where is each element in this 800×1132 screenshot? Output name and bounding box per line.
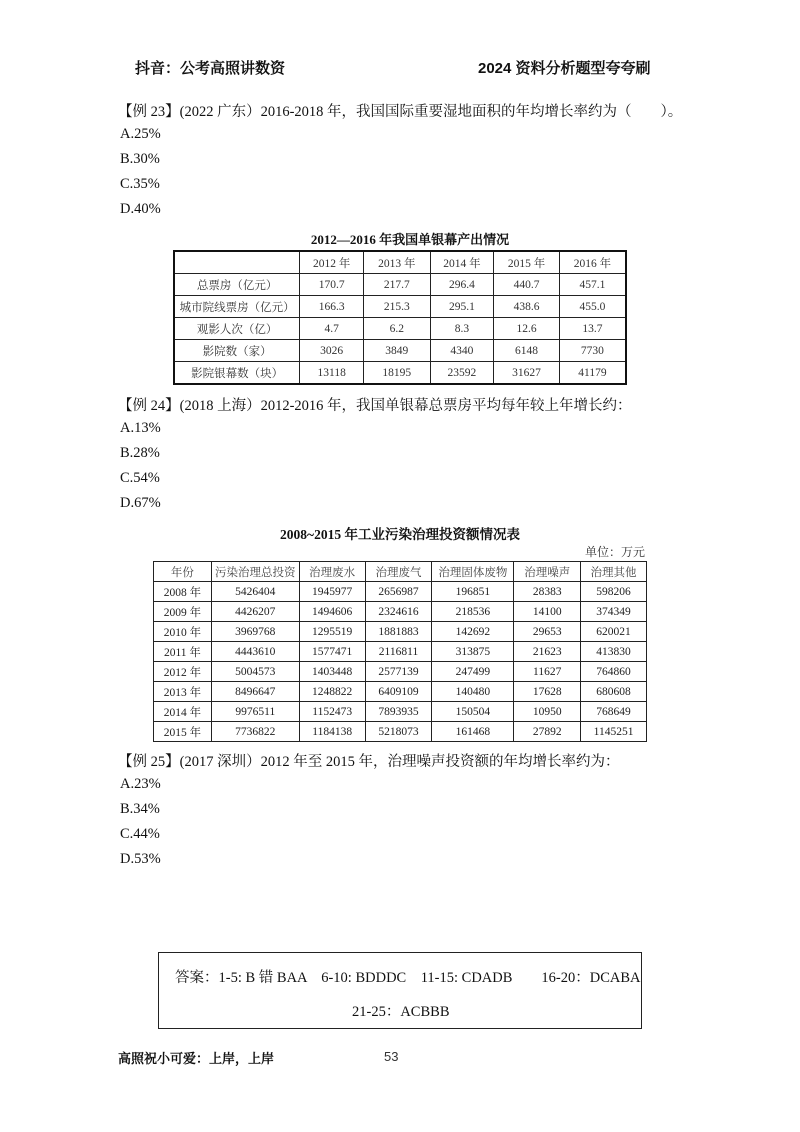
table-cell: 4.7 [300, 318, 364, 340]
table-cell: 196851 [432, 582, 514, 602]
table-cell: 28383 [514, 582, 581, 602]
table-cell: 9976511 [211, 702, 299, 722]
table-cell [174, 251, 300, 274]
table-cell: 4443610 [211, 642, 299, 662]
table-row [154, 602, 647, 622]
table-cell: 2014 年 [430, 251, 494, 274]
table-cell: 8.3 [430, 318, 494, 340]
table-cell: 2015 年 [494, 251, 560, 274]
table-row [154, 702, 647, 722]
table-cell: 7730 [559, 340, 626, 362]
table-cell: 治理噪声 [514, 562, 581, 582]
pollution-investment-table [153, 561, 647, 742]
table-cell: 3969768 [211, 622, 299, 642]
table-cell: 1881883 [365, 622, 432, 642]
table-cell: 457.1 [559, 274, 626, 296]
header-right: 2024 资料分析题型夸夸刷 [478, 60, 651, 77]
table-row [174, 296, 626, 318]
table-cell: 城市院线票房（亿元） [174, 296, 300, 318]
table-header-row [174, 251, 626, 274]
table-cell: 161468 [432, 722, 514, 742]
table-cell: 440.7 [494, 274, 560, 296]
table-cell: 2012 年 [154, 662, 212, 682]
table-cell: 768649 [581, 702, 647, 722]
table1-title: 2012—2016 年我国单银幕产出情况 [310, 232, 510, 247]
table-cell: 12.6 [494, 318, 560, 340]
table-cell: 18195 [364, 362, 431, 385]
table-row [154, 582, 647, 602]
table-cell: 7736822 [211, 722, 299, 742]
table-cell: 218536 [432, 602, 514, 622]
table-row [154, 682, 647, 702]
table-cell: 13118 [300, 362, 364, 385]
table-cell: 2016 年 [559, 251, 626, 274]
q25-option-d: D.53% [120, 851, 161, 867]
q25-option-b: B.34% [120, 801, 160, 817]
table-cell: 142692 [432, 622, 514, 642]
question-25: 【例 25】(2017 深圳）2012 年至 2015 年，治理噪声投资额的年均增长率约为： [118, 754, 620, 770]
table-cell: 6409109 [365, 682, 432, 702]
q24-option-a: A.13% [120, 420, 161, 436]
table-cell: 217.7 [364, 274, 431, 296]
table-cell: 1577471 [299, 642, 365, 662]
table-cell: 215.3 [364, 296, 431, 318]
page-number: 53 [384, 1049, 399, 1064]
table-cell: 总票房（亿元） [174, 274, 300, 296]
table-row [154, 722, 647, 742]
header-left: 抖音：公考高照讲数资 [135, 60, 286, 77]
table-row [174, 274, 626, 296]
q23-option-a: A.25% [120, 126, 161, 142]
table-cell: 2656987 [365, 582, 432, 602]
table-cell: 1295519 [299, 622, 365, 642]
table-cell: 140480 [432, 682, 514, 702]
table2-unit: 单位：万元 [585, 545, 646, 559]
table-cell: 6.2 [364, 318, 431, 340]
table-cell: 2010 年 [154, 622, 212, 642]
table-cell: 6148 [494, 340, 560, 362]
table-cell: 影院银幕数（块） [174, 362, 300, 385]
box-office-table [173, 250, 627, 385]
table-cell: 2324616 [365, 602, 432, 622]
table-cell: 1494606 [299, 602, 365, 622]
table-cell: 污染治理总投资 [211, 562, 299, 582]
table-cell: 4340 [430, 340, 494, 362]
table-row [174, 340, 626, 362]
footer-text: 高照祝小可爱：上岸，上岸 [118, 1051, 275, 1066]
q24-option-c: C.54% [120, 470, 160, 486]
table-row [154, 662, 647, 682]
table-cell: 8496647 [211, 682, 299, 702]
table-cell: 374349 [581, 602, 647, 622]
table-cell: 2009 年 [154, 602, 212, 622]
table-cell: 313875 [432, 642, 514, 662]
table-header-row [154, 562, 647, 582]
table-cell: 观影人次（亿） [174, 318, 300, 340]
table-cell: 620021 [581, 622, 647, 642]
q23-option-c: C.35% [120, 176, 160, 192]
table2-title: 2008~2015 年工业污染治理投资额情况表 [280, 527, 520, 542]
table-cell: 438.6 [494, 296, 560, 318]
table-cell: 3849 [364, 340, 431, 362]
table-cell: 166.3 [300, 296, 364, 318]
table-cell: 2013 年 [154, 682, 212, 702]
table-cell: 1403448 [299, 662, 365, 682]
table-cell: 2008 年 [154, 582, 212, 602]
table-cell: 7893935 [365, 702, 432, 722]
table-cell: 11627 [514, 662, 581, 682]
table-row [174, 362, 626, 385]
question-23: 【例 23】(2022 广东）2016-2018 年，我国国际重要湿地面积的年均增长率约为（ ）。 [118, 104, 683, 120]
table-cell: 2012 年 [300, 251, 364, 274]
table-cell: 247499 [432, 662, 514, 682]
table-cell: 2577139 [365, 662, 432, 682]
table-cell: 14100 [514, 602, 581, 622]
q24-option-d: D.67% [120, 495, 161, 511]
table-cell: 1184138 [299, 722, 365, 742]
table-cell: 17628 [514, 682, 581, 702]
table-cell: 治理固体废物 [432, 562, 514, 582]
table-cell: 413830 [581, 642, 647, 662]
table-cell: 296.4 [430, 274, 494, 296]
table-cell: 2011 年 [154, 642, 212, 662]
table-row [154, 642, 647, 662]
table-cell: 治理废水 [299, 562, 365, 582]
table-cell: 170.7 [300, 274, 364, 296]
table-cell: 1145251 [581, 722, 647, 742]
table-cell: 295.1 [430, 296, 494, 318]
q23-option-b: B.30% [120, 151, 160, 167]
table-cell: 2014 年 [154, 702, 212, 722]
table-cell: 150504 [432, 702, 514, 722]
table-cell: 影院数（家） [174, 340, 300, 362]
table-cell: 598206 [581, 582, 647, 602]
table-cell: 31627 [494, 362, 560, 385]
table-cell: 1152473 [299, 702, 365, 722]
table-cell: 5218073 [365, 722, 432, 742]
table-cell: 3026 [300, 340, 364, 362]
answer-line-2: 21-25：ACBBB [352, 1004, 450, 1020]
table-cell: 455.0 [559, 296, 626, 318]
table-cell: 治理废气 [365, 562, 432, 582]
table-cell: 21623 [514, 642, 581, 662]
q23-option-d: D.40% [120, 201, 161, 217]
table-cell: 治理其他 [581, 562, 647, 582]
table-cell: 764860 [581, 662, 647, 682]
answer-line-1: 答案：1-5: B 错 BAA 6-10: BDDDC 11-15: CDADB 16-20：DCABA [175, 970, 641, 986]
table-cell: 4426207 [211, 602, 299, 622]
table-cell: 2015 年 [154, 722, 212, 742]
table-cell: 23592 [430, 362, 494, 385]
question-24: 【例 24】(2018 上海）2012-2016 年，我国单银幕总票房平均每年较上年增长约： [118, 398, 632, 414]
table-cell: 年份 [154, 562, 212, 582]
table-cell: 680608 [581, 682, 647, 702]
q25-option-a: A.23% [120, 776, 161, 792]
table-row [154, 622, 647, 642]
table-cell: 10950 [514, 702, 581, 722]
table-cell: 2013 年 [364, 251, 431, 274]
table-cell: 27892 [514, 722, 581, 742]
table-cell: 2116811 [365, 642, 432, 662]
table-cell: 5004573 [211, 662, 299, 682]
table-cell: 1248822 [299, 682, 365, 702]
table-row [174, 318, 626, 340]
table-cell: 29653 [514, 622, 581, 642]
table-cell: 1945977 [299, 582, 365, 602]
q24-option-b: B.28% [120, 445, 160, 461]
table-cell: 13.7 [559, 318, 626, 340]
q25-option-c: C.44% [120, 826, 160, 842]
table-cell: 41179 [559, 362, 626, 385]
table-cell: 5426404 [211, 582, 299, 602]
